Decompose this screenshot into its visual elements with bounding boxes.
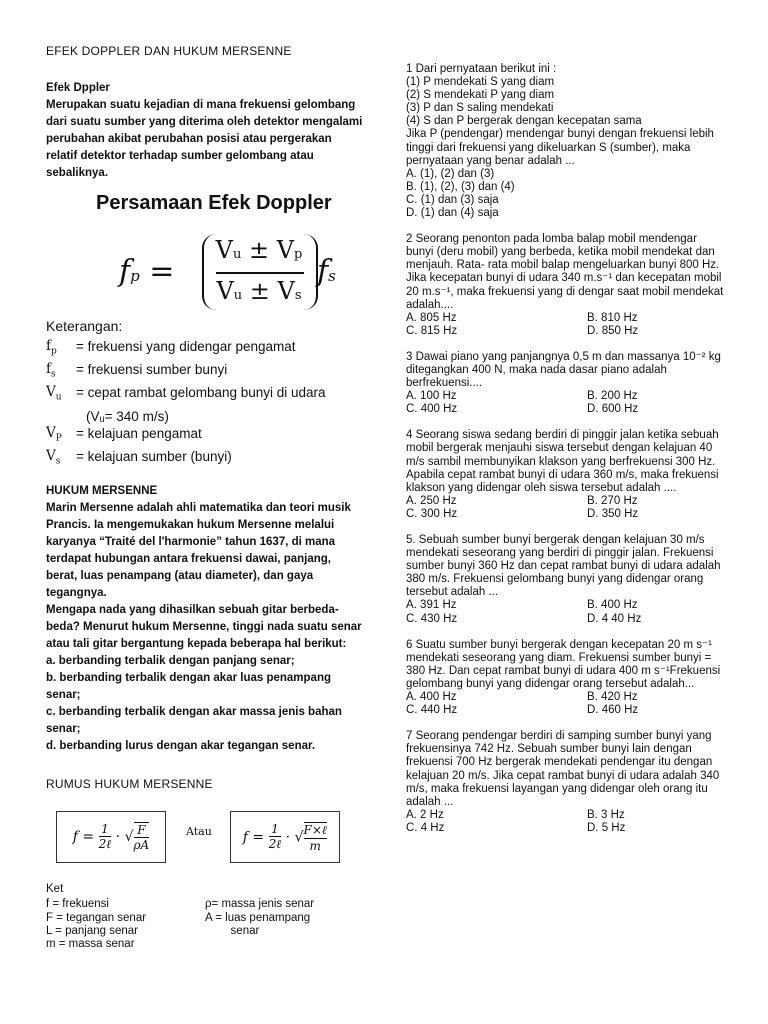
keterangan-symbol: $V_s$	[46, 448, 61, 467]
mersenne-question: Mengapa nada yang dihasilkan sebuah gitar berbeda-beda? Menurut hukum Mersenne, tinggi nada suatu senar atau tali gitar bergantung kepada beberapa hal berikut:	[46, 604, 362, 651]
answer-option: B. 420 Hz	[587, 691, 638, 704]
mersenne-points	[46, 653, 364, 755]
legend-entry: F = tegangan senar	[46, 911, 147, 924]
left-column	[46, 44, 364, 951]
formula-denominator: Vu ± Vs	[216, 277, 302, 305]
keterangan-item	[46, 425, 364, 448]
question-text: (2) S mendekati P yang diam	[406, 89, 555, 102]
answer-options	[406, 599, 724, 625]
answer-option: A. 100 Hz	[406, 390, 457, 403]
keterangan-text: (Vᵤ= 340 m/s)	[86, 408, 169, 424]
answer-option: C. 4 Hz	[406, 821, 445, 834]
answer-option: A. 250 Hz	[406, 494, 457, 507]
answer-option: C. 440 Hz	[406, 704, 458, 717]
document-title: EFEK DOPPLER DAN HUKUM MERSENNE	[46, 44, 292, 58]
legend-entry: senar	[205, 924, 260, 937]
answer-option: B. 200 Hz	[587, 390, 638, 403]
answer-option: A. 400 Hz	[406, 691, 457, 704]
keterangan-text: = kelajuan sumber (bunyi)	[76, 449, 232, 465]
question-2	[406, 233, 724, 338]
keterangan-symbol: $f_s$	[46, 361, 56, 380]
keterangan-symbol: $V_P$	[46, 425, 62, 444]
answer-option: B. 270 Hz	[587, 494, 638, 507]
keterangan-title: Keterangan:	[46, 318, 123, 334]
question-text: 7 Seorang pendengar berdiri di samping sumber bunyi yang frekuensinya 742 Hz. Sebuah sumber bunyi lain dengan frekuensi 700 Hz bergerak mendekati pendengar itu dengan kelajuan 20 m/s. Jika cepat rambat bunyi di udara adalah 340 m/s, maka frekuensi layangan yang didengar oleh orang itu adalah ...	[406, 730, 720, 808]
legend-entry: A = luas penampang	[205, 911, 311, 924]
mersenne-point: a. berbanding terbalik dengan panjang senar;	[46, 655, 295, 668]
answer-option: C. (1) dan (3) saja	[406, 193, 499, 206]
answer-option: A. 805 Hz	[406, 311, 457, 324]
keterangan-text: = frekuensi yang didengar pengamat	[76, 339, 296, 354]
question-column	[406, 63, 724, 848]
answer-option: C. 400 Hz	[406, 403, 458, 416]
keterangan-symbol: $f_p$	[46, 338, 57, 357]
legend-entry: L = panjang senar	[46, 924, 138, 937]
answer-options	[406, 691, 724, 717]
mersenne-heading: HUKUM MERSENNE	[46, 485, 158, 498]
question-4	[406, 429, 724, 521]
question-3	[406, 351, 724, 416]
mersenne-legend	[46, 898, 364, 951]
formula-rhs: fs	[317, 254, 336, 289]
doppler-definition: Merupakan suatu kejadian di mana frekuensi gelombang dari suatu sumber yang diterima oleh detektor mengalami perubahan akibat perubahan posisi atau pergerakan relatif detektor terhadap sumber gelombang atau sebaliknya.	[46, 99, 363, 179]
mersenne-point: d. berbanding lurus dengan akar tegangan senar.	[46, 740, 316, 753]
mersenne-point: b. berbanding terbalik dengan akar luas penampang senar;	[46, 672, 332, 702]
keterangan-item	[46, 361, 364, 384]
answer-options	[406, 168, 724, 220]
question-text: 6 Suatu sumber bunyi bergerak dengan kecepatan 20 m s⁻¹ mendekati seseorang yang diam. Frekuensi sumber bunyi = 380 Hz. Dan cepat rambat bunyi di udara 400 m s⁻¹Frekuensi gelombang bunyi yang didengar orang tersebut adalah...	[406, 638, 721, 690]
answer-option: D. 5 Hz	[587, 821, 626, 834]
keterangan-list	[46, 338, 364, 471]
keterangan-text: = frekuensi sumber bunyi	[76, 362, 228, 378]
mersenne-formula-2: f = 1 2ℓ · √ F×ℓ m	[230, 811, 340, 863]
legend-entry: f = frekuensi	[46, 898, 109, 911]
question-text: (1) P mendekati S yang diam	[406, 76, 555, 89]
answer-option: C. 300 Hz	[406, 507, 458, 520]
answer-options	[406, 809, 724, 835]
mersenne-point: c. berbanding terbalik dengan akar massa jenis bahan senar;	[46, 706, 342, 736]
keterangan-symbol: $V_u$	[46, 384, 62, 404]
mersenne-formulas	[56, 811, 364, 863]
answer-options	[406, 495, 724, 521]
rumus-title: RUMUS HUKUM MERSENNE	[46, 777, 213, 792]
answer-options	[406, 312, 724, 338]
question-text: (3) P dan S saling mendekati	[406, 102, 554, 115]
answer-options	[406, 390, 724, 416]
formula-fraction-bar	[216, 272, 304, 274]
formula-lhs-sub: p	[130, 267, 140, 285]
keterangan-item	[46, 448, 364, 471]
answer-option: C. 815 Hz	[406, 324, 458, 337]
answer-option: D. (1) dan (4) saja	[406, 207, 499, 220]
legend-entry: m = massa senar	[46, 938, 135, 951]
answer-option: D. 350 Hz	[587, 507, 639, 520]
question-7	[406, 730, 724, 835]
formula-lhs: f	[119, 254, 131, 289]
keterangan-item	[46, 338, 364, 361]
doppler-formula: fp = Vu ± Vp Vu ± Vs fs	[46, 232, 364, 312]
question-text: 2 Seorang penonton pada lomba balap mobil mendengar bunyi (deru mobil) yang berbeda, ketika mobil mendekat dan menjauh. Rata- rata mobil balap mengeluarkan bunyi 800 Hz. Jika kecepatan bunyi di udara 340 m.s⁻¹ dan kecepatan mobil 20 m.s⁻¹, maka frekuensi yang di dengar saat mobil mendekat adalah....	[406, 233, 724, 311]
answer-option: D. 850 Hz	[587, 324, 639, 337]
formula-numerator: Vu ± Vp	[215, 236, 303, 264]
answer-option: B. (1), (2), (3) dan (4)	[406, 180, 515, 193]
answer-option: C. 430 Hz	[406, 612, 458, 625]
keterangan-text: = cepat rambat gelombang bunyi di udara	[76, 385, 326, 401]
answer-option: B. 810 Hz	[587, 311, 638, 324]
question-text: Jika P (pendengar) mendengar bunyi dengan frekuensi lebih tinggi dari frekuensi yang dikeluarkan S (sumber), maka pernyataan yang benar adalah ...	[406, 128, 714, 167]
question-text: (4) S dan P bergerak dengan kecepatan sama	[406, 115, 642, 128]
question-text: 3 Dawai piano yang panjangnya 0,5 m dan massanya 10⁻² kg ditegangkan 400 N, maka nada dasar piano adalah berfrekuensi....	[406, 350, 721, 390]
answer-option: D. 4 40 Hz	[587, 612, 642, 625]
question-text: 5. Sebuah sumber bunyi bergerak dengan kelajuan 30 m/s mendekati seseorang yang berdiri di pinggir jalan. Frekuensi sumber bunyi 360 Hz dan cepat rambat bunyi di udara adalah 380 m/s. Frekuensi gelombang bunyi yang didengar orang tersebut adalah ...	[406, 534, 721, 599]
answer-option: B. 400 Hz	[587, 599, 638, 612]
question-5	[406, 534, 724, 626]
keterangan-text: = kelajuan pengamat	[76, 426, 202, 442]
doppler-heading: Efek Dppler	[46, 82, 110, 94]
answer-option: B. 3 Hz	[587, 808, 625, 821]
keterangan-item	[46, 384, 364, 407]
mersenne-formula-1: f = 1 2ℓ · √ $\frac{F}{\rho A}$	[56, 811, 166, 863]
question-1	[406, 63, 724, 220]
keterangan-symbol	[46, 408, 76, 426]
persamaan-title: Persamaan Efek Doppler	[96, 192, 332, 214]
question-6	[406, 639, 724, 718]
answer-option: A. (1), (2) dan (3)	[406, 167, 495, 180]
legend-entry: ρ= massa jenis senar	[205, 898, 315, 911]
legend-entry	[205, 938, 364, 951]
mersenne-intro: Marin Mersenne adalah ahli matematika dan teori musik Prancis. Ia mengemukakan hukum Mersenne melalui karyanya “Traité del l'harmonie” tahun 1637, di mana terdapat hubungan antara frekuensi dawai, panjang, berat, luas penampang (atau diameter), dan gaya tegangnya.	[46, 502, 351, 600]
answer-option: D. 600 Hz	[587, 403, 639, 416]
atau-label: Atau	[186, 824, 212, 838]
ket-title: Ket	[46, 883, 64, 896]
keterangan-item	[46, 408, 364, 426]
answer-option: D. 460 Hz	[587, 704, 639, 717]
question-text: 4 Seorang siswa sedang berdiri di pinggir jalan ketika sebuah mobil bergerak menjauhi siswa tersebut dengan kelajuan 40 m/s sambil membunyikan klakson yang berfrekuensi 300 Hz. Apabila cepat rambat bunyi di udara 360 m/s, maka frekuensi klakson yang didengar oleh siswa tersebut adalah ....	[406, 429, 719, 494]
answer-option: A. 391 Hz	[406, 599, 457, 612]
question-text: 1 Dari pernyataan berikut ini :	[406, 63, 557, 75]
answer-option: A. 2 Hz	[406, 808, 444, 821]
